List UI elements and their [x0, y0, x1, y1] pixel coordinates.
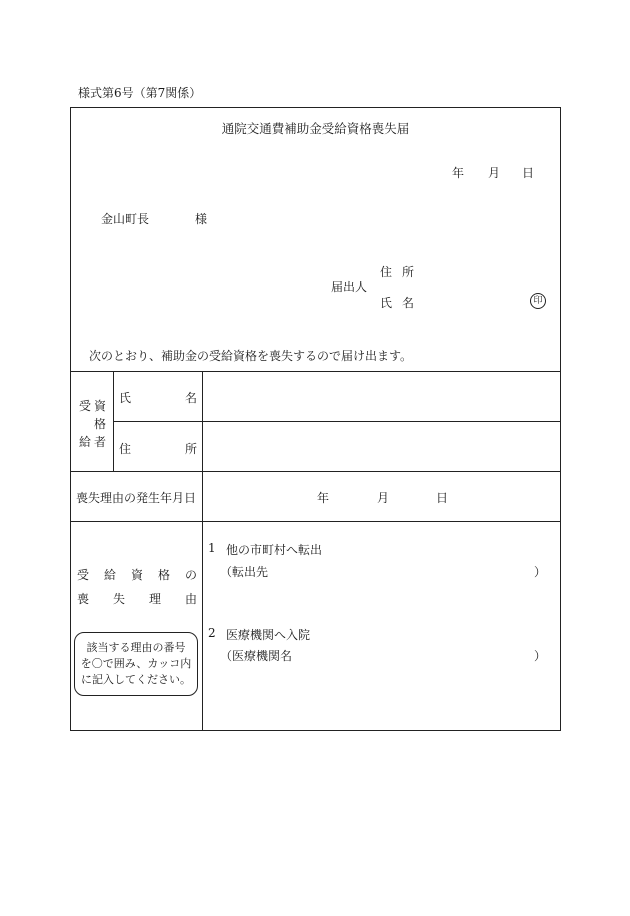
statement-text: 次のとおり、補助金の受給資格を喪失するので届け出ます。: [89, 349, 413, 363]
divider-side-label: [113, 371, 114, 471]
option-2-detail: （医療機関名: [220, 649, 293, 663]
date-day-label: 日: [522, 166, 535, 180]
option-1-text: 他の市町村へ転出: [226, 543, 323, 557]
loss-reason-char: 喪: [77, 592, 90, 606]
instruction-note-line-3: に記入してください。: [81, 673, 191, 686]
recipient-address-label-1: 住: [119, 442, 132, 456]
option-1-number[interactable]: 1: [208, 541, 216, 555]
divider-recipient: [70, 471, 561, 472]
date-month-label: 月: [488, 166, 501, 180]
applicant-address-label-1: 住: [380, 265, 393, 279]
option-1-detail-field[interactable]: [278, 561, 530, 579]
recipient-side-char-3: 格: [94, 417, 107, 431]
date-year-label: 年: [452, 166, 465, 180]
form-title: 通院交通費補助金受給資格喪失届: [221, 121, 410, 136]
instruction-note-line-1: 該当する理由の番号: [86, 641, 186, 654]
option-2-close: ）: [534, 649, 547, 663]
option-2-text: 医療機関へ入院: [226, 628, 311, 642]
option-1-close: ）: [534, 565, 547, 579]
addressee-name: 金山町長: [101, 212, 150, 226]
recipient-side-char-1: 受: [79, 399, 92, 413]
applicant-name-label-1: 氏: [380, 296, 393, 310]
option-2-detail-field[interactable]: [292, 645, 530, 663]
applicant-address-label-2: 所: [402, 265, 415, 279]
instruction-note-line-2: を〇で囲み、カッコ内: [80, 657, 192, 670]
recipient-side-char-2: 資: [94, 399, 107, 413]
loss-reason-char: 失: [112, 592, 125, 606]
loss-reason-char: 給: [103, 568, 116, 582]
instruction-note: [74, 632, 198, 696]
recipient-name-label: [119, 389, 197, 406]
occurrence-date-label: 喪失理由の発生年月日: [76, 491, 197, 505]
occurrence-month-label: 月: [377, 491, 390, 505]
addressee-honorific: 様: [195, 212, 208, 226]
recipient-address-label-2: 所: [184, 442, 197, 456]
loss-reason-char: 受: [77, 568, 90, 582]
recipient-address-label: [119, 440, 197, 457]
option-1-detail: （転出先: [220, 565, 269, 579]
loss-reason-char: 資: [130, 568, 143, 582]
recipient-side-char-5: 者: [94, 435, 107, 449]
seal-mark: 印: [530, 293, 546, 309]
occurrence-day-label: 日: [436, 491, 449, 505]
loss-reason-char: 理: [148, 592, 161, 606]
option-2-number[interactable]: 2: [208, 626, 216, 640]
loss-reason-char: の: [184, 568, 197, 582]
loss-reason-char: 由: [184, 592, 197, 606]
recipient-name-label-2: 名: [184, 391, 197, 405]
applicant-label: 届出人: [331, 280, 368, 294]
occurrence-year-label: 年: [317, 491, 330, 505]
loss-reason-char: 格: [157, 568, 170, 582]
loss-reason-label-line1: [77, 566, 197, 583]
divider-date: [70, 521, 561, 522]
recipient-side-char-4: 給: [79, 435, 92, 449]
form-number: 様式第6号（第7関係）: [78, 86, 202, 100]
recipient-name-field[interactable]: [203, 372, 560, 421]
loss-reason-label-line2: [77, 590, 197, 607]
recipient-name-label-1: 氏: [119, 391, 132, 405]
applicant-name-label-2: 名: [402, 296, 415, 310]
recipient-address-field[interactable]: [203, 422, 560, 471]
